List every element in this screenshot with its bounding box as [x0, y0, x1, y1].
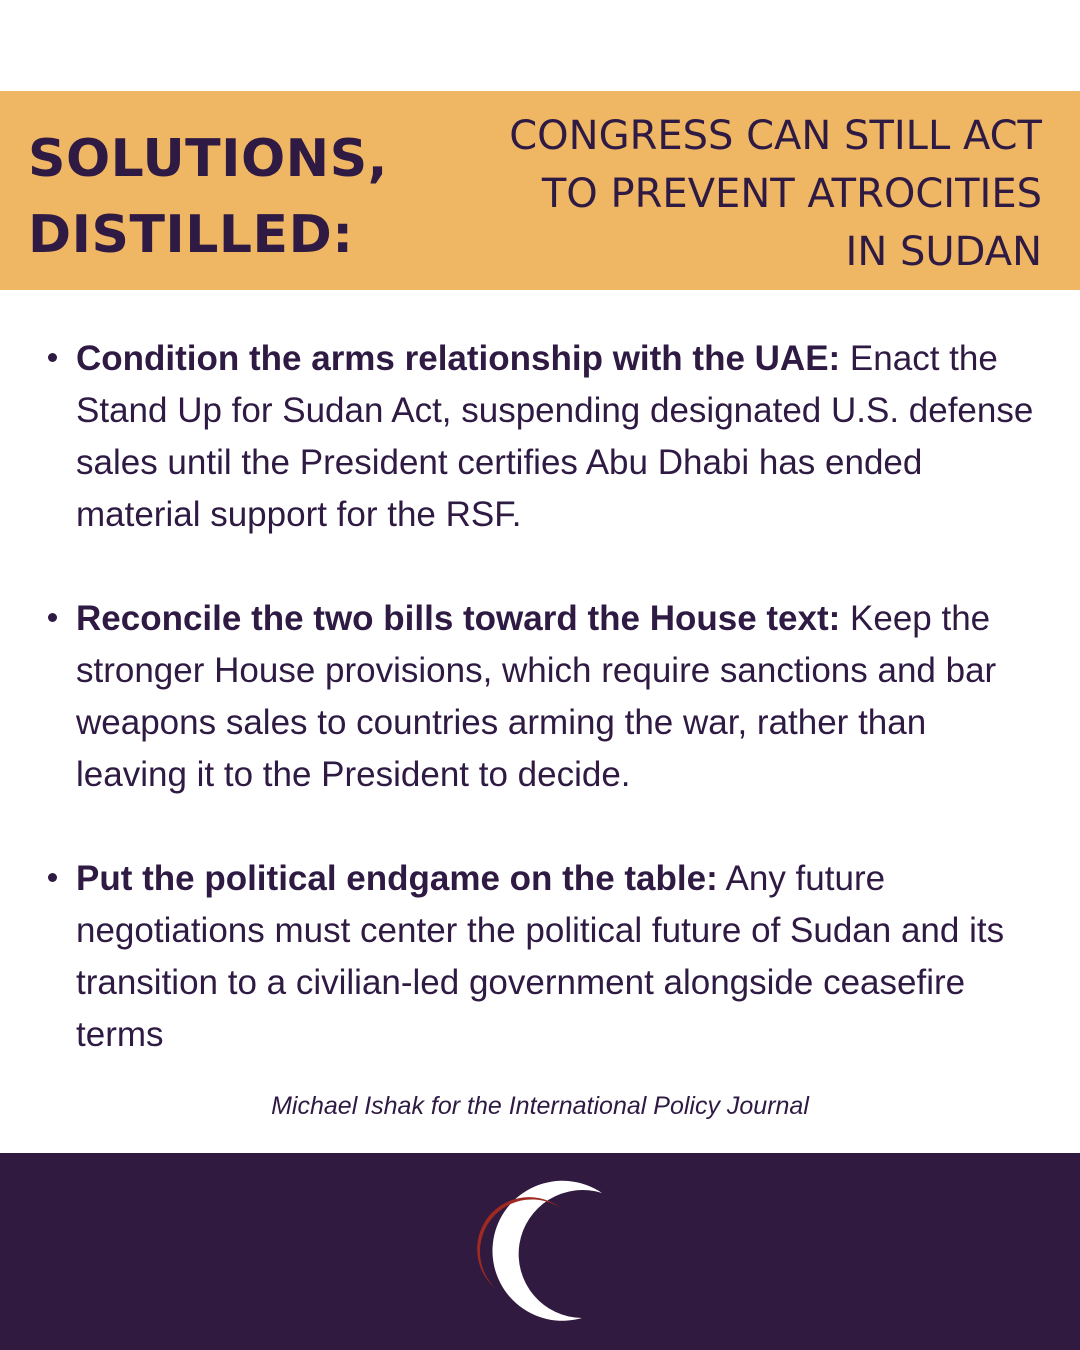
solution-lead: Put the political endgame on the table: [76, 859, 718, 898]
solution-lead: Condition the arms relationship with the UAE: [76, 339, 841, 378]
solution-item [0, 853, 1080, 1061]
solution-item [0, 593, 1080, 801]
headline-line: CONGRESS CAN STILL ACT [509, 113, 1042, 159]
solutions-list [0, 333, 1080, 1061]
solution-text: Keep the stronger House provisions, which require sanctions and bar weapons sales to countries arming the war, rather than leaving it to the President to decide. [76, 599, 997, 794]
bullet-dot-icon [48, 353, 57, 362]
section-title [28, 121, 388, 273]
headline-line: IN SUDAN [845, 229, 1042, 275]
bullet-dot-icon [48, 873, 57, 882]
footer-bar [0, 1153, 1080, 1350]
section-title-line: DISTILLED: [28, 205, 354, 265]
author-credit: Michael Ishak for the International Policy Journal [271, 1092, 809, 1120]
solution-text: Enact the Stand Up for Sudan Act, suspending designated U.S. defense sales until the President certifies Abu Dhabi has ended material support for the RSF. [76, 339, 1034, 534]
header-banner [0, 91, 1080, 290]
headline [442, 107, 1042, 281]
solution-lead: Reconcile the two bills toward the House text: [76, 599, 841, 638]
solution-text: Any future negotiations must center the political future of Sudan and its transition to a civilian-led government alongside ceasefire terms [76, 859, 1005, 1054]
bullet-dot-icon [48, 613, 57, 622]
headline-line: TO PREVENT ATROCITIES [541, 171, 1042, 217]
solution-item [0, 333, 1080, 541]
crescent-arcs-logo-icon [462, 1173, 622, 1333]
section-title-line: SOLUTIONS, [28, 129, 388, 189]
